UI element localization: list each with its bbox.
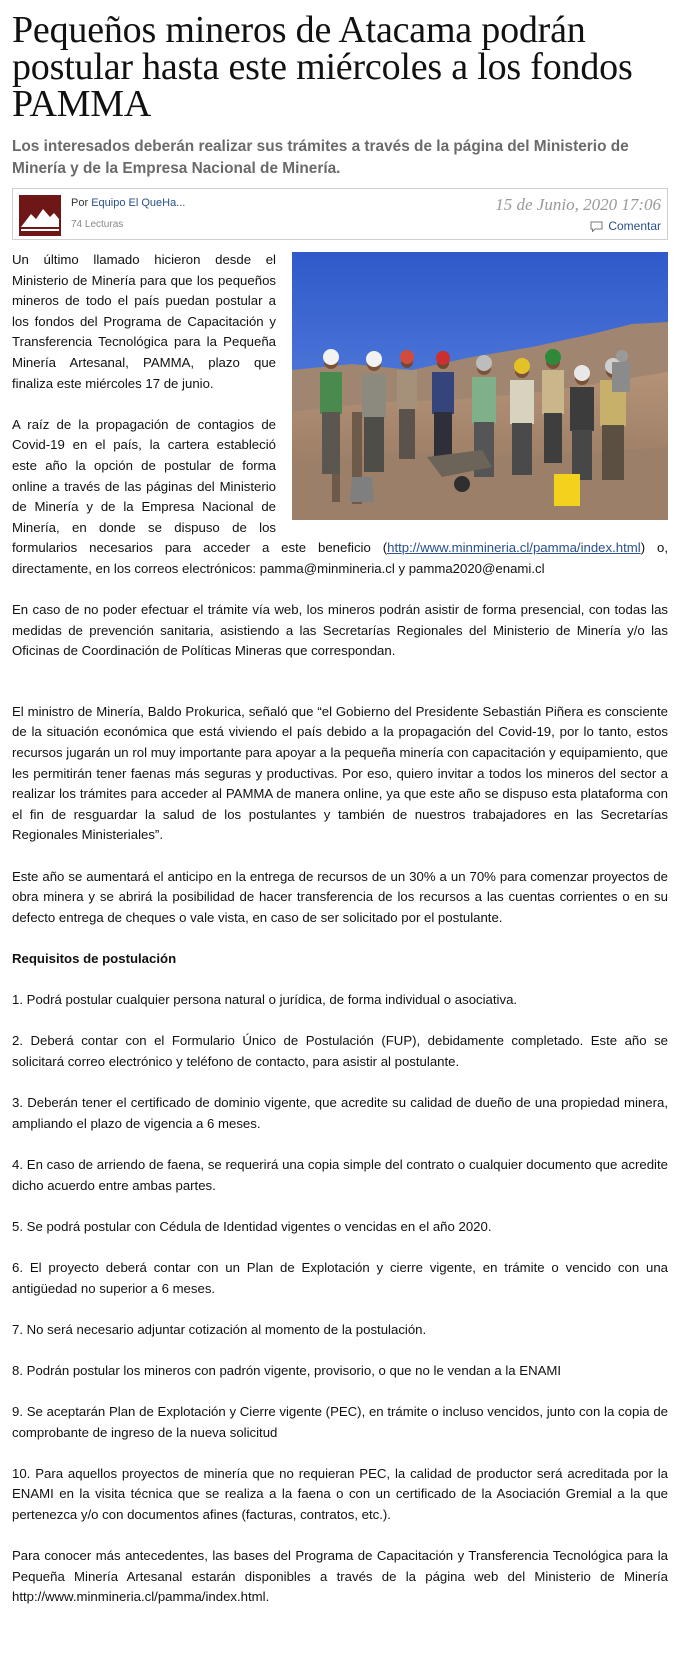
requirement-item: 8. Podrán postular los mineros con padrón vigente, provisorio, o que no le vendan a la ENAMI: [12, 1362, 562, 1378]
requirements-heading: Requisitos de postulación: [12, 951, 177, 966]
requirement-item: 6. El proyecto deberá contar con un Plan de Explotación y cierre vigente, en trámite o vencido con una antigüedad no superior a 6 meses.: [12, 1259, 668, 1296]
author-link[interactable]: Equipo El QueHa...: [91, 197, 186, 209]
requirement-item: 5. Se podrá postular con Cédula de Identidad vigentes o vencidas en el año 2020.: [12, 1218, 492, 1234]
requirement-item: 4. En caso de arriendo de faena, se requerirá una copia simple del contrato o cualquier documento que acredite dicho acuerdo entre ambas partes.: [12, 1156, 668, 1193]
requirement-item: 9. Se aceptarán Plan de Explotación y Cierre vigente (PEC), en trámite o incluso vencidos, junto con la copia de comprobante de ingreso de la nueva solicitud: [12, 1404, 668, 1440]
paragraph-online-tail: ) o, directamente, en los correos electrónicos: pamma@minmineria.cl y pamma2020@enami.cl: [12, 540, 668, 576]
comment-label: Comentar: [608, 219, 661, 233]
author-line: [71, 197, 185, 209]
article-subtitle: Los interesados deberán realizar sus trámites a través de la página del Ministerio de Minería y de la Empresa Nacional de Minería.: [12, 138, 629, 177]
requirement-item: 7. No será necesario adjuntar cotización al momento de la postulación.: [12, 1321, 427, 1337]
requirement-item: 10. Para aquellos proyectos de minería que no requieran PEC, la calidad de productor será acreditada por la ENAMI en la visita técnica que se realiza a la faena o con un certificado de la Asociación Gremial a la que pertenezca y/o con documentos afines (facturas, contratos, etc.).: [12, 1465, 668, 1523]
paragraph-online-text: A raíz de la propagación de contagios de Covid-19 en el país, la cartera estableció este año la opción de postular de forma online a través de las páginas del Ministerio de Minería y de la Empresa Nacional de Minería, en donde se dispuso de los formularios necesarios para acceder a este beneficio (: [12, 416, 388, 556]
paragraph-intro: Un último llamado hicieron desde el Ministerio de Minería para que los pequeños mineros de todo el país puedan postular a los fondos del Programa de Capacitación y Transferencia Tecnológica para la Pequeña Minería Artesanal, PAMMA, plazo que finaliza este miércoles 17 de junio.: [12, 252, 276, 391]
comment-button[interactable]: [590, 219, 661, 233]
paragraph-presencial: En caso de no poder efectuar el trámite vía web, los mineros podrán asistir de forma presencial, con todas las medidas de prevención sanitaria, asistiendo a las Secretarías Regionales del Ministerio de Minería y/o las Oficinas de Coordinación de Políticas Mineras que correspondan.: [12, 602, 668, 659]
requirement-item: 1. Podrá postular cualquier persona natural o jurídica, de forma individual o asociativa.: [12, 992, 518, 1008]
speech-bubble-icon: [590, 221, 603, 232]
publish-date: 15 de Junio, 2020 17:06: [495, 195, 661, 214]
author-avatar[interactable]: [19, 195, 61, 236]
article-meta-box: [12, 188, 668, 240]
paragraph-anticipo: Este año se aumentará el anticipo en la entrega de recursos de un 30% a un 70% para comenzar proyectos de obra minera y se abrirá la posibilidad de hacer transferencia de los recursos a las cuentas corrientes o en su defecto entrega de cheques o vale vista, en caso de ser solicitado por el postulante.: [12, 868, 668, 925]
by-label: Por: [71, 197, 89, 209]
paragraph-minister-quote: El ministro de Minería, Baldo Prokurica, señaló que “el Gobierno del Presidente Sebastián Piñera es consciente de la situación económica que está viviendo el país debido a la propagación del Covid-19, por lo tanto, estos recursos jugarán un rol muy importante para apoyar a la pequeña minería con capacitación y equipamiento, que les permitirán tener faenas más seguras y productivas. Por eso, quiero invitar a todos los mineros del sector a realizar los trámites para acceder al PAMMA de manera online, ya que este año se dispuso esta plataforma con el fin de resguardar la salud de los postulantes y también de nuestros trabajadores en las Secretarías Regionales Ministeriales”.: [12, 703, 668, 843]
article-body: [12, 250, 668, 1608]
miners-group-photo: [292, 252, 668, 520]
pamma-link[interactable]: http://www.minmineria.cl/pamma/index.html: [387, 540, 641, 556]
requirement-item: 3. Deberán tener el certificado de dominio vigente, que acredite su calidad de dueño de una propiedad minera, ampliando el plazo de vigencia a 6 meses.: [12, 1095, 668, 1131]
read-count: 74 Lecturas: [71, 219, 124, 230]
paragraph-final: Para conocer más antecedentes, las bases del Programa de Capacitación y Transferencia Tecnológica para la Pequeña Minería Artesanal estarán disponibles a través de la página web del Ministerio de Minería http://www.minmineria.cl/pamma/index.html.: [12, 1548, 668, 1605]
article-title: Pequeños mineros de Atacama podrán postular hasta este miércoles a los fondos PAMMA: [12, 9, 633, 125]
mountain-logo-icon: [19, 195, 61, 236]
requirement-item: 2. Deberá contar con el Formulario Único de Postulación (FUP), debidamente completado. Este año se solicitará correo electrónico y teléfono de contacto, para asistir al postulante.: [12, 1033, 668, 1069]
